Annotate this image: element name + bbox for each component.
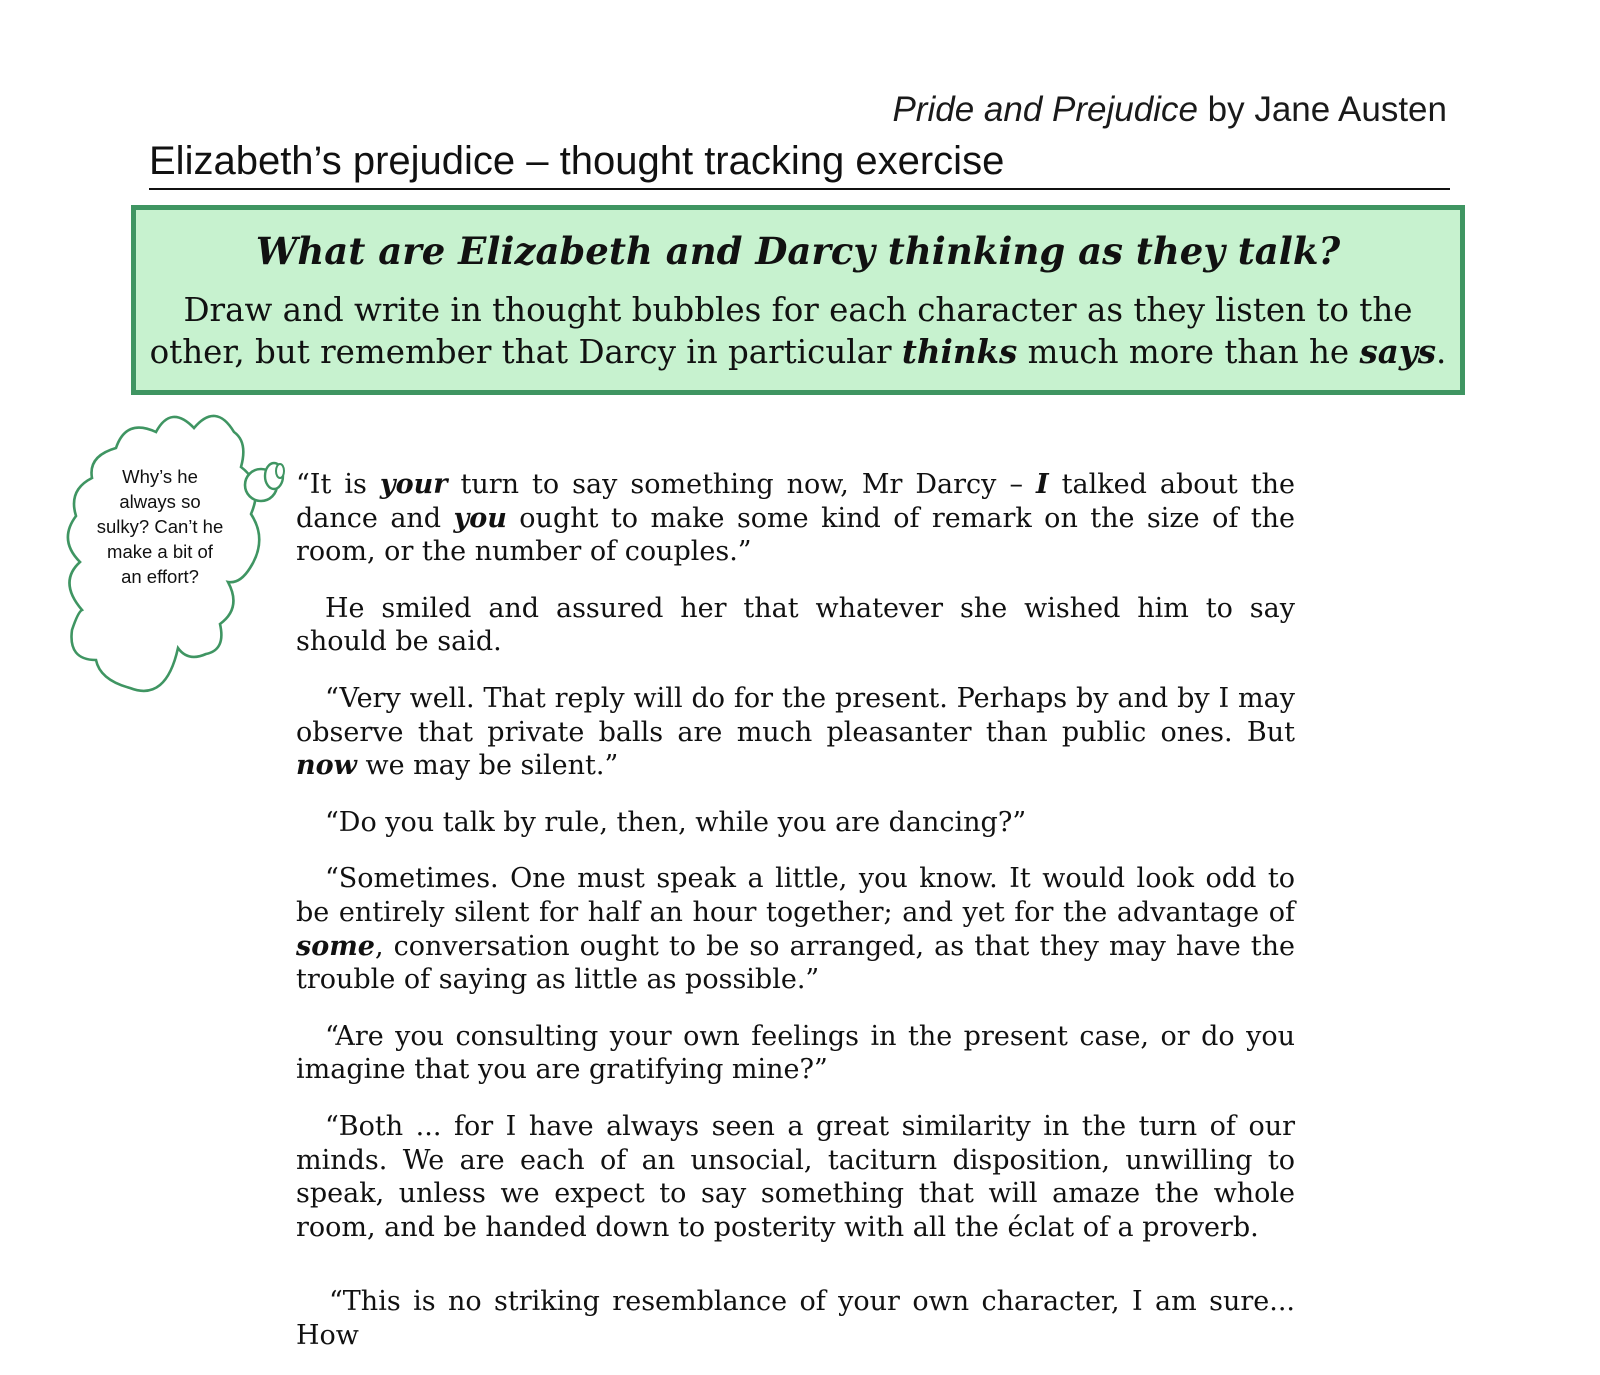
passage-paragraph [296, 862, 1295, 996]
passage-paragraph: He smiled and assured her that whatever she wished him to say should be said. [296, 592, 1295, 658]
instruction-text-part: Draw and write in thought bubbles for each character as they listen to the other, but remember that Darcy in particular [149, 291, 1413, 371]
instruction-box [131, 205, 1465, 395]
passage-paragraph: “This is no striking resemblance of your own character, I am sure... How [296, 1286, 1295, 1351]
passage-text-run: turn to say something now, Mr Darcy – [447, 469, 1036, 500]
passage-paragraph: “Do you talk by rule, then, while you are dancing?” [325, 806, 1027, 838]
passage-emphasis: I [1035, 469, 1049, 500]
passage-text [296, 468, 1295, 1375]
passage-text-run: ought to make some kind of remark on the size of the room, or the number of couples.” [296, 502, 1295, 568]
instruction-text [136, 290, 1460, 373]
passage-paragraph [296, 468, 1295, 569]
passage-emphasis: some [296, 930, 375, 962]
instruction-question: What are Elizabeth and Darcy thinking as they talk? [255, 229, 1341, 273]
thought-bubble [66, 412, 306, 712]
passage-text-run: talked about the dance and [296, 469, 1296, 534]
instruction-emphasis-says: says [1359, 332, 1437, 371]
passage-paragraph: “Are you consulting your own feelings in the present case, or do you imagine that you are gratifying mine?” [296, 1020, 1295, 1086]
passage-text-run: “Sometimes. One must speak a little, you know. It would look odd to be entirely silent for half an hour together; and yet for the advantage of [296, 863, 1295, 928]
passage-text-run: we may be silent.” [356, 750, 619, 782]
passage-text-run: “It is [296, 469, 380, 500]
passage-text-run: , conversation ought to be so arranged, as that they may have the trouble of saying as little as possible.” [296, 930, 1295, 996]
passage-emphasis: your [379, 469, 448, 500]
instruction-text-part: . [1436, 333, 1447, 371]
passage-paragraph: “Both ... for I have always seen a great similarity in the turn of our minds. We are each of an unsocial, taciturn disposition, unwilling to speak, unless we expect to say something that will amaze the whole room, and be handed down to posterity with all the éclat of a proverb. [296, 1110, 1295, 1243]
passage-emphasis: now [296, 750, 357, 782]
thought-bubble-text: Why’s he always so sulky? Can’t he make a bit of an effort? [96, 466, 224, 587]
passage-text-run: “Very well. That reply will do for the present. Perhaps by and by I may observe that private balls are much pleasanter than public ones. But [296, 682, 1295, 748]
page-title: Elizabeth’s prejudice – thought tracking exercise [149, 138, 1450, 190]
author-name: by Jane Austen [1197, 90, 1447, 129]
instruction-text-part: much more than he [1017, 333, 1360, 371]
book-title-header [892, 90, 1447, 130]
passage-emphasis: you [453, 502, 507, 534]
passage-paragraph [296, 682, 1295, 783]
book-title: Pride and Prejudice [892, 90, 1198, 129]
instruction-emphasis-thinks: thinks [901, 332, 1018, 371]
